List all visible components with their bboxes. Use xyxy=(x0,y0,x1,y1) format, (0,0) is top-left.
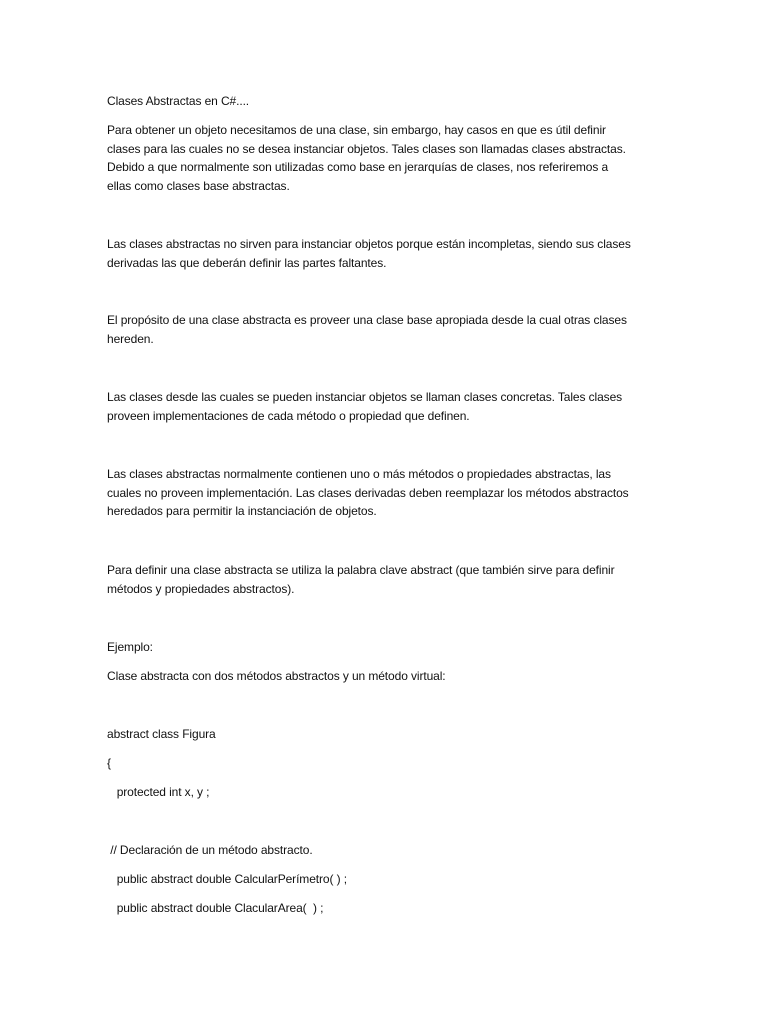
paragraph-line: ellas como clases base abstractas. xyxy=(107,178,290,193)
paragraph-1 xyxy=(107,121,667,195)
paragraph-line: heredados para permitir la instanciación de objetos. xyxy=(107,504,377,518)
paragraph-line: cuales no proveen implementación. Las clases derivadas deben reemplazar los métodos abstractos xyxy=(107,485,629,500)
paragraph-line: Para obtener un objeto necesitamos de una clase, sin embargo, hay casos en que es útil definir xyxy=(107,123,606,137)
code-line-4 xyxy=(107,841,667,860)
paragraph-line: Las clases abstractas no sirven para instanciar objetos porque están incompletas, siendo sus clases xyxy=(107,237,631,251)
code-comment-line: // Declaración de un método abstracto. xyxy=(107,843,313,857)
code-line: public abstract double CalcularPerímetro( ) ; xyxy=(107,872,347,886)
code-line-5 xyxy=(107,870,667,889)
paragraph-line: Las clases abstractas normalmente contienen uno o más métodos o propiedades abstractas, las xyxy=(107,467,611,481)
paragraph-5 xyxy=(107,465,667,521)
paragraph-6 xyxy=(107,561,667,598)
paragraph-line: Las clases desde las cuales se pueden instanciar objetos se llaman clases concretas. Tales clases xyxy=(107,390,623,404)
code-line: protected int x, y ; xyxy=(107,785,210,799)
document-title xyxy=(107,92,667,111)
paragraph-line: métodos y propiedades abstractos). xyxy=(107,581,295,596)
example-heading xyxy=(107,638,667,657)
code-line: { xyxy=(107,756,111,770)
paragraph-line: hereden. xyxy=(107,331,154,346)
paragraph-line: Debido a que normalmente son utilizadas como base en jerarquías de clases, nos referiremos a xyxy=(107,160,609,174)
paragraph-2 xyxy=(107,235,667,272)
code-line-2 xyxy=(107,754,667,773)
code-line: public abstract double ClacularArea( ) ; xyxy=(107,901,324,915)
paragraph-line: clases para las cuales no se desea instanciar objetos. Tales clases son llamadas clases abstractas. xyxy=(107,141,626,156)
example-heading-line: Ejemplo: xyxy=(107,640,153,654)
example-description-line: Clase abstracta con dos métodos abstractos y un método virtual: xyxy=(107,669,446,683)
example-description xyxy=(107,667,667,686)
paragraph-4 xyxy=(107,388,667,425)
title-line: Clases Abstractas en C#.... xyxy=(107,94,250,108)
paragraph-line: proveen implementaciones de cada método o propiedad que definen. xyxy=(107,408,470,423)
code-line-1 xyxy=(107,725,667,744)
paragraph-line: derivadas las que deberán definir las partes faltantes. xyxy=(107,255,387,270)
code-line-3 xyxy=(107,783,667,802)
paragraph-3 xyxy=(107,311,667,348)
code-line: abstract class Figura xyxy=(107,727,216,741)
paragraph-line: El propósito de una clase abstracta es proveer una clase base apropiada desde la cual otras clases xyxy=(107,313,627,327)
code-line-6 xyxy=(107,899,667,918)
paragraph-line: Para definir una clase abstracta se utiliza la palabra clave abstract (que también sirve para definir xyxy=(107,563,615,577)
